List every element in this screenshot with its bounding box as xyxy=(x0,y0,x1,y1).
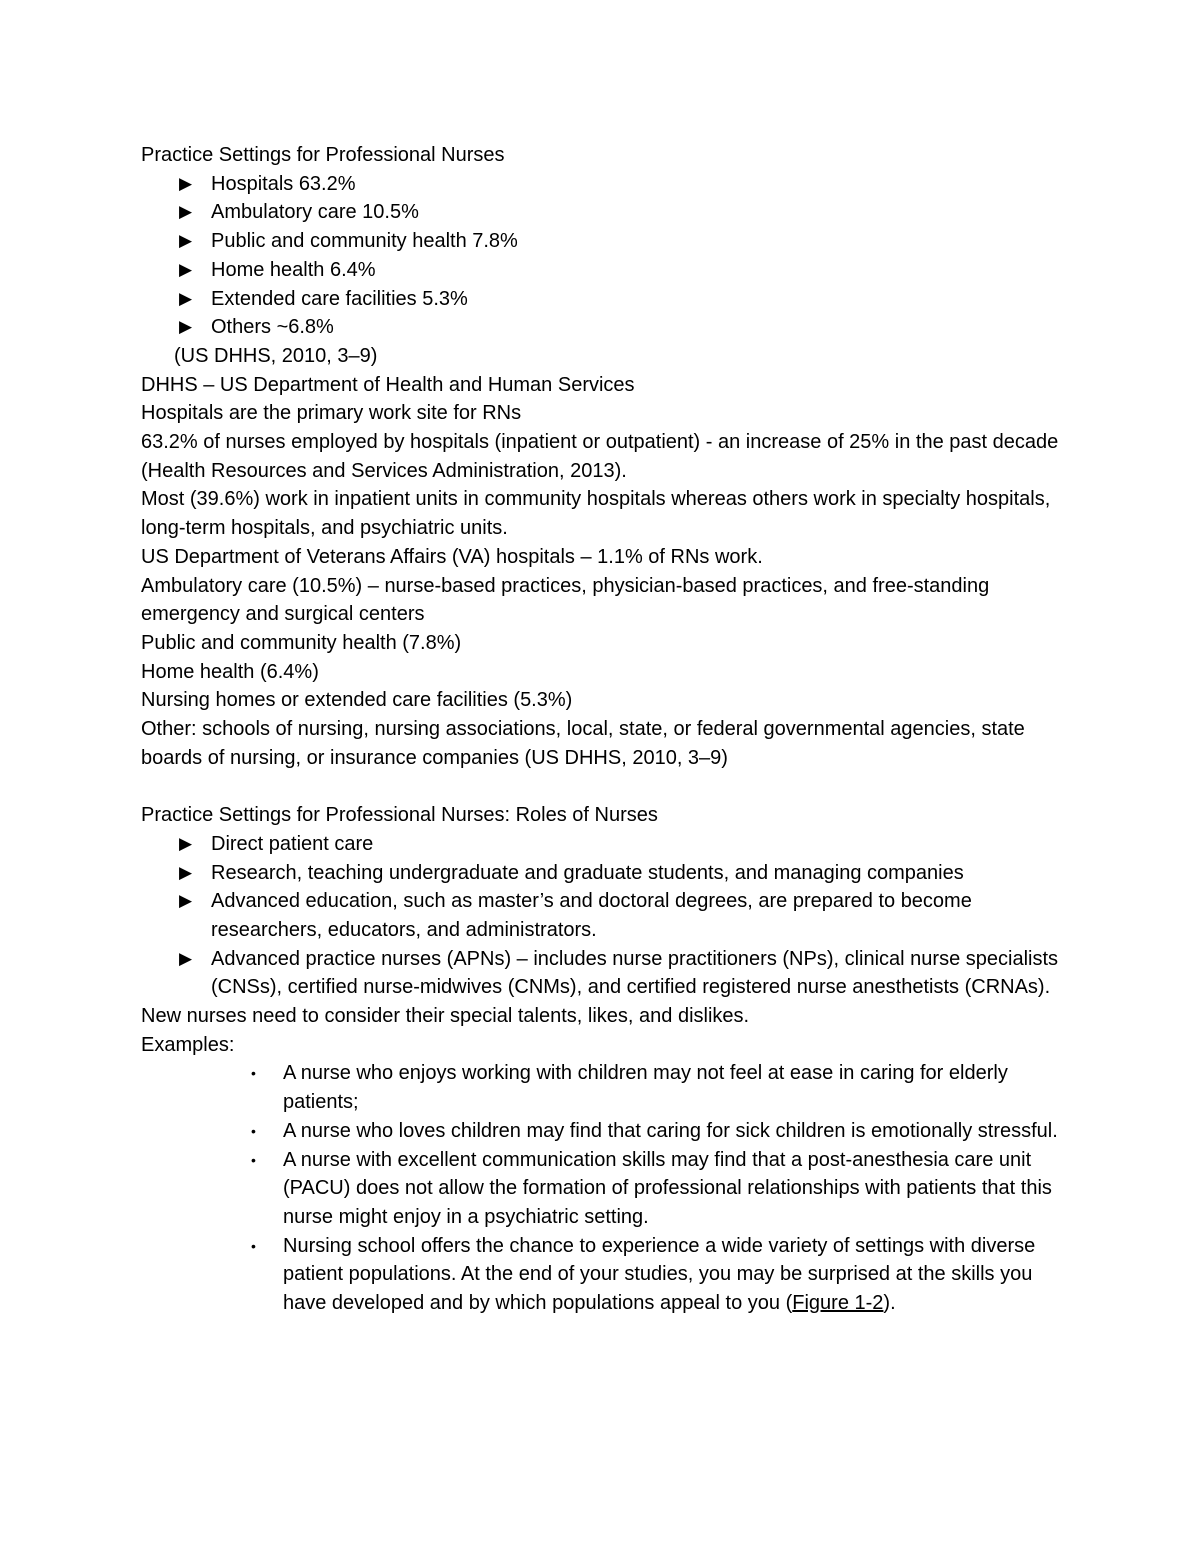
settings-list xyxy=(141,170,1061,342)
list-item: ▶ Direct patient care xyxy=(141,830,1061,859)
list-item: • A nurse who loves children may find that caring for sick children is emotionally stressful. xyxy=(141,1117,1061,1146)
document-page xyxy=(141,141,1061,1318)
arrow-bullet-icon: ▶ xyxy=(179,259,193,279)
list-item: ▶ Advanced practice nurses (APNs) – includes nurse practitioners (NPs), clinical nurse specialists (CNSs), certified nurse-midwives (CNMs), and certified registered nurse anesthetists (CRNAs). xyxy=(141,945,1061,1002)
paragraph: Nursing homes or extended care facilities (5.3%) xyxy=(141,689,573,712)
list-item: ▶ Research, teaching undergraduate and graduate students, and managing companies xyxy=(141,859,1061,888)
paragraph: Hospitals are the primary work site for RNs xyxy=(141,402,522,425)
list-item: • A nurse with excellent communication skills may find that a post-anesthesia care unit (PACU) does not allow the formation of professional relationships with patients that this nurse might enjoy in a psychiatric setting. xyxy=(141,1146,1061,1232)
arrow-bullet-icon: ▶ xyxy=(179,288,193,308)
list-item: ▶ Others ~6.8% xyxy=(141,313,1061,342)
arrow-bullet-icon: ▶ xyxy=(179,173,193,193)
paragraph: Other: schools of nursing, nursing associations, local, state, or federal governmental agencies, state boards of nursing, or insurance companies (US DHHS, 2010, 3–9) xyxy=(141,718,1025,769)
arrow-bullet-icon: ▶ xyxy=(179,317,193,337)
citation: (US DHHS, 2010, 3–9) xyxy=(174,344,378,367)
list-item: ▶ Advanced education, such as master’s and doctoral degrees, are prepared to become researchers, educators, and administrators. xyxy=(141,887,1061,944)
arrow-bullet-icon: ▶ xyxy=(179,948,193,968)
bullet-dot-icon: • xyxy=(251,1151,256,1168)
section-title-roles: Practice Settings for Professional Nurses: Roles of Nurses xyxy=(141,804,658,827)
list-item: ▶ Hospitals 63.2% xyxy=(141,170,1061,199)
paragraph: Home health (6.4%) xyxy=(141,660,319,683)
paragraph: Ambulatory care (10.5%) – nurse-based practices, physician-based practices, and free-standing emergency and surgical centers xyxy=(141,574,990,626)
bullet-dot-icon: • xyxy=(251,1237,256,1254)
list-item: ▶ Home health 6.4% xyxy=(141,256,1061,285)
roles-list xyxy=(141,830,1061,1002)
figure-link[interactable]: Figure 1-2 xyxy=(792,1292,884,1315)
arrow-bullet-icon: ▶ xyxy=(179,231,193,251)
arrow-bullet-icon: ▶ xyxy=(179,202,193,222)
paragraph: New nurses need to consider their special talents, likes, and dislikes. xyxy=(141,1005,750,1028)
list-item: ▶ Public and community health 7.8% xyxy=(141,227,1061,256)
bullet-dot-icon: • xyxy=(251,1122,256,1139)
list-item: • A nurse who enjoys working with children may not feel at ease in caring for elderly patients; xyxy=(141,1059,1061,1116)
bullet-dot-icon: • xyxy=(251,1065,256,1082)
paragraph: US Department of Veterans Affairs (VA) hospitals – 1.1% of RNs work. xyxy=(141,545,763,568)
examples-label: Examples: xyxy=(141,1033,235,1056)
paragraph: 63.2% of nurses employed by hospitals (inpatient or outpatient) - an increase of 25% in the past decade (Health Resources and Services Administration, 2013). xyxy=(141,431,1059,482)
arrow-bullet-icon: ▶ xyxy=(179,891,193,911)
list-item: • Nursing school offers the chance to experience a wide variety of settings with diverse patient populations. At the end of your studies, you may be surprised at the skills you have developed and by which populations appeal to you (Figure 1-2). xyxy=(141,1232,1061,1318)
list-item: ▶ Ambulatory care 10.5% xyxy=(141,198,1061,227)
arrow-bullet-icon: ▶ xyxy=(179,862,193,882)
list-item: ▶ Extended care facilities 5.3% xyxy=(141,285,1061,314)
examples-list xyxy=(141,1059,1061,1317)
paragraph: Most (39.6%) work in inpatient units in community hospitals whereas others work in specialty hospitals, long-term hospitals, and psychiatric units. xyxy=(141,488,1051,540)
arrow-bullet-icon: ▶ xyxy=(179,833,193,853)
paragraph: DHHS – US Department of Health and Human Services xyxy=(141,373,635,396)
paragraph: Public and community health (7.8%) xyxy=(141,631,462,654)
section-title: Practice Settings for Professional Nurses xyxy=(141,144,505,166)
